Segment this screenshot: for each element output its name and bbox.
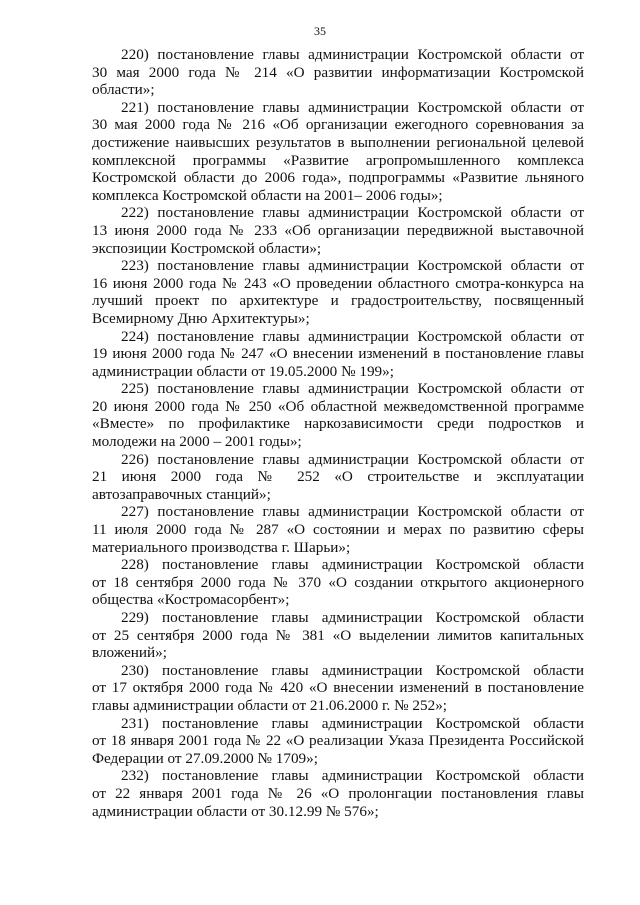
text-line: от 18 сентября 2000 года № 370 «О создании открытого акционерного [92,573,584,591]
list-item [92,503,584,556]
text-line: Костромской области до 2006 года», подпрограммы «Развитие льняного [92,169,584,187]
text-line: от 18 января 2001 года № 22 «О реализации Указа Президента Российской [92,732,584,750]
text-line: 30 мая 2000 года № 214 «О развитии информатизации Костромской [92,63,584,81]
text-line: молодежи на 2000 – 2001 годы»; [92,433,302,451]
list-item [92,46,584,99]
text-line: 13 июня 2000 года № 233 «Об организации передвижной выставочной [92,221,584,239]
text-line: 220) постановление главы администрации Костромской области от [121,46,584,63]
text-line: достижение наивысших результатов в выполнении региональной целевой [92,133,584,151]
text-line: вложений»; [92,644,167,662]
list-item [92,451,584,504]
list-item [92,556,584,609]
text-line: 221) постановление главы администрации Костромской области от [121,98,584,116]
text-line: 19 июня 2000 года № 247 «О внесении изменений в постановление главы [92,345,584,363]
text-line: 226) постановление главы администрации Костромской области от [121,450,584,468]
text-line: администрации области от 19.05.2000 № 199»; [92,362,394,380]
text-line: 225) постановление главы администрации Костромской области от [121,380,584,398]
text-line: экспозиции Костромской области»; [92,239,322,257]
text-line: комплекса Костромской области на 2001– 2006 годы»; [92,186,443,204]
text-line: 230) постановление главы администрации Костромской области [121,661,584,679]
list-item [92,380,584,450]
text-line: 223) постановление главы администрации Костромской области от [121,257,584,275]
text-line: 222) постановление главы администрации Костромской области от [121,204,584,222]
text-line: 229) постановление главы администрации Костромской области [121,609,584,626]
list-item [92,99,584,205]
text-line: администрации области от 30.12.99 № 576»; [92,802,379,820]
text-line: 30 мая 2000 года № 216 «Об организации ежегодного соревнования за [92,116,584,134]
text-line: 20 июня 2000 года № 250 «Об областной межведомственной программе [92,397,584,415]
text-line: 224) постановление главы администрации Костромской области от [121,327,584,345]
page-number: 35 [314,24,326,38]
text-line: материального производства г. Шарьи»; [92,538,351,556]
document-body [92,46,584,820]
text-line: Всемирному Дню Архитектуры»; [92,309,310,327]
list-item [92,257,584,327]
text-line: 16 июня 2000 года № 243 «О проведении областного смотра-конкурса на [92,274,584,292]
text-line: автозаправочных станций»; [92,485,271,503]
text-line: 11 июля 2000 года № 287 «О состоянии и мерах по развитию сферы [92,521,584,539]
text-line: главы администрации области от 21.06.2000 г. № 252»; [92,696,448,714]
list-item [92,204,584,257]
text-line: от 25 сентября 2000 года № 381 «О выделении лимитов капитальных [92,626,584,644]
text-line: 232) постановление главы администрации Костромской области [121,767,584,785]
text-line: 228) постановление главы администрации Костромской области [121,556,584,574]
text-line: 231) постановление главы администрации Костромской области [121,714,584,732]
text-line: от 22 января 2001 года № 26 «О пролонгации постановления главы [92,784,584,802]
text-line: «Вместе» по профилактике наркозависимости среди подростков и [92,415,584,433]
list-item [92,715,584,768]
text-line: 21 июня 2000 года № 252 «О строительстве и эксплуатации [92,468,584,486]
text-line: комплексной программы «Развитие агропромышленного комплекса [92,151,584,169]
text-line: от 17 октября 2000 года № 420 «О внесении изменений в постановление [92,679,584,697]
text-line: 227) постановление главы администрации Костромской области от [121,503,584,521]
text-line: общества «Костромасорбент»; [92,591,290,609]
text-line: лучший проект по архитектуре и градостроительству, посвященный [92,292,584,310]
list-item [92,328,584,381]
list-item [92,662,584,715]
list-item [92,609,584,662]
list-item [92,767,584,820]
text-line: Федерации от 27.09.2000 № 1709»; [92,749,318,767]
text-line: области»; [92,81,155,99]
